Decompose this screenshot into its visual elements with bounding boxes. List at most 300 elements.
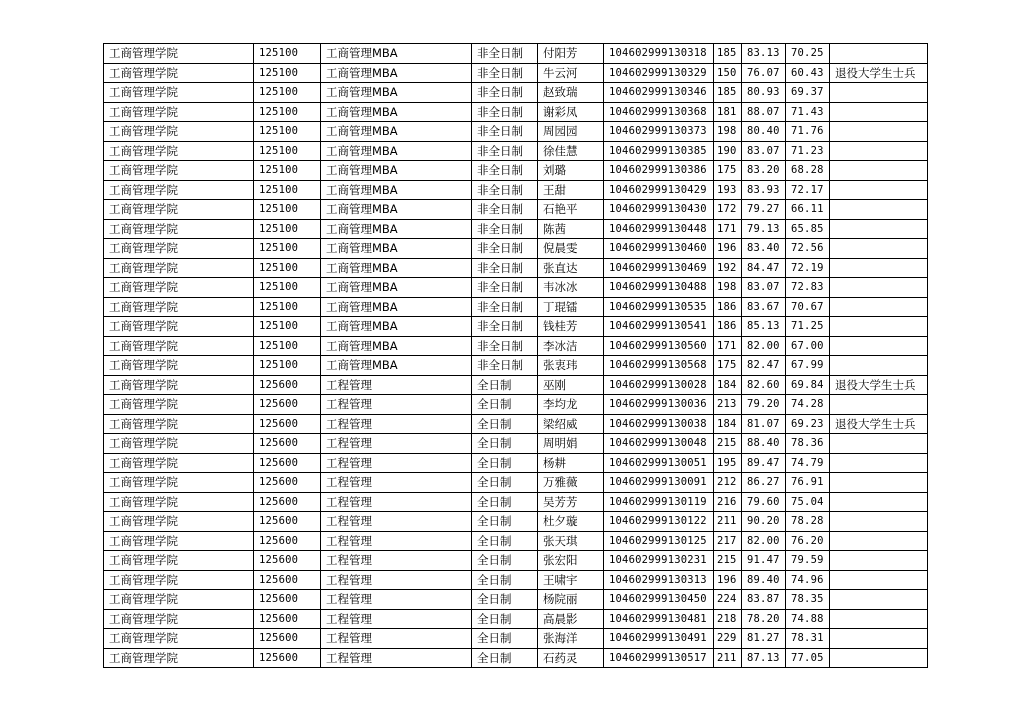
college-cell: 工商管理学院: [104, 570, 254, 590]
total-score-cell: 76.91: [786, 473, 830, 493]
college-cell: 工商管理学院: [104, 395, 254, 415]
student-name-cell: 石艳平: [538, 200, 604, 220]
student-name-cell: 杜夕璇: [538, 512, 604, 532]
interview-score-cell: 85.13: [742, 317, 786, 337]
interview-score-cell: 78.20: [742, 609, 786, 629]
student-name-cell: 徐佳慧: [538, 141, 604, 161]
initial-score-cell: 175: [714, 161, 742, 181]
remark-cell: [830, 44, 928, 64]
major-code-cell: 125100: [254, 278, 321, 298]
remark-cell: [830, 336, 928, 356]
major-name-cell: 工商管理MBA: [321, 239, 472, 259]
major-code-cell: 125600: [254, 512, 321, 532]
total-score-cell: 78.35: [786, 590, 830, 610]
table-row: [104, 531, 928, 551]
major-code-cell: 125600: [254, 453, 321, 473]
remark-cell: [830, 512, 928, 532]
initial-score-cell: 211: [714, 512, 742, 532]
study-mode-cell: 非全日制: [472, 258, 538, 278]
remark-cell: [830, 434, 928, 454]
total-score-cell: 78.36: [786, 434, 830, 454]
exam-id-cell: 104602999130122: [604, 512, 714, 532]
study-mode-cell: 全日制: [472, 492, 538, 512]
interview-score-cell: 81.27: [742, 629, 786, 649]
exam-id-cell: 104602999130036: [604, 395, 714, 415]
interview-score-cell: 91.47: [742, 551, 786, 571]
major-name-cell: 工商管理MBA: [321, 63, 472, 83]
exam-id-cell: 104602999130231: [604, 551, 714, 571]
table-row: [104, 161, 928, 181]
exam-id-cell: 104602999130119: [604, 492, 714, 512]
remark-cell: [830, 473, 928, 493]
major-name-cell: 工商管理MBA: [321, 141, 472, 161]
initial-score-cell: 184: [714, 375, 742, 395]
remark-cell: [830, 219, 928, 239]
initial-score-cell: 171: [714, 219, 742, 239]
major-code-cell: 125100: [254, 102, 321, 122]
study-mode-cell: 全日制: [472, 414, 538, 434]
interview-score-cell: 89.47: [742, 453, 786, 473]
table-row: [104, 414, 928, 434]
exam-id-cell: 104602999130430: [604, 200, 714, 220]
college-cell: 工商管理学院: [104, 629, 254, 649]
initial-score-cell: 213: [714, 395, 742, 415]
table-row: [104, 44, 928, 64]
remark-cell: [830, 122, 928, 142]
major-name-cell: 工商管理MBA: [321, 297, 472, 317]
college-cell: 工商管理学院: [104, 512, 254, 532]
major-name-cell: 工程管理: [321, 375, 472, 395]
interview-score-cell: 79.27: [742, 200, 786, 220]
table-row: [104, 102, 928, 122]
exam-id-cell: 104602999130125: [604, 531, 714, 551]
major-code-cell: 125600: [254, 570, 321, 590]
exam-id-cell: 104602999130038: [604, 414, 714, 434]
major-code-cell: 125100: [254, 122, 321, 142]
total-score-cell: 60.43: [786, 63, 830, 83]
college-cell: 工商管理学院: [104, 317, 254, 337]
major-code-cell: 125600: [254, 629, 321, 649]
initial-score-cell: 196: [714, 570, 742, 590]
major-name-cell: 工商管理MBA: [321, 161, 472, 181]
exam-id-cell: 104602999130491: [604, 629, 714, 649]
student-name-cell: 梁绍威: [538, 414, 604, 434]
interview-score-cell: 82.60: [742, 375, 786, 395]
student-name-cell: 付阳芳: [538, 44, 604, 64]
major-name-cell: 工商管理MBA: [321, 317, 472, 337]
remark-cell: [830, 609, 928, 629]
study-mode-cell: 全日制: [472, 551, 538, 571]
interview-score-cell: 86.27: [742, 473, 786, 493]
initial-score-cell: 175: [714, 356, 742, 376]
remark-cell: [830, 551, 928, 571]
major-code-cell: 125600: [254, 648, 321, 668]
major-code-cell: 125100: [254, 258, 321, 278]
total-score-cell: 71.43: [786, 102, 830, 122]
remark-cell: [830, 395, 928, 415]
initial-score-cell: 195: [714, 453, 742, 473]
study-mode-cell: 非全日制: [472, 63, 538, 83]
remark-cell: [830, 200, 928, 220]
interview-score-cell: 76.07: [742, 63, 786, 83]
study-mode-cell: 非全日制: [472, 83, 538, 103]
student-name-cell: 赵致瑞: [538, 83, 604, 103]
college-cell: 工商管理学院: [104, 473, 254, 493]
exam-id-cell: 104602999130346: [604, 83, 714, 103]
college-cell: 工商管理学院: [104, 122, 254, 142]
total-score-cell: 75.04: [786, 492, 830, 512]
initial-score-cell: 196: [714, 239, 742, 259]
initial-score-cell: 186: [714, 317, 742, 337]
study-mode-cell: 非全日制: [472, 336, 538, 356]
total-score-cell: 69.84: [786, 375, 830, 395]
initial-score-cell: 218: [714, 609, 742, 629]
table-row: [104, 336, 928, 356]
interview-score-cell: 88.40: [742, 434, 786, 454]
remark-cell: [830, 356, 928, 376]
college-cell: 工商管理学院: [104, 648, 254, 668]
study-mode-cell: 全日制: [472, 648, 538, 668]
college-cell: 工商管理学院: [104, 102, 254, 122]
college-cell: 工商管理学院: [104, 434, 254, 454]
college-cell: 工商管理学院: [104, 83, 254, 103]
exam-id-cell: 104602999130318: [604, 44, 714, 64]
major-name-cell: 工商管理MBA: [321, 258, 472, 278]
table-row: [104, 297, 928, 317]
exam-id-cell: 104602999130560: [604, 336, 714, 356]
table-row: [104, 375, 928, 395]
major-name-cell: 工程管理: [321, 414, 472, 434]
initial-score-cell: 217: [714, 531, 742, 551]
table-row: [104, 570, 928, 590]
major-code-cell: 125100: [254, 83, 321, 103]
exam-id-cell: 104602999130313: [604, 570, 714, 590]
student-name-cell: 杨院丽: [538, 590, 604, 610]
college-cell: 工商管理学院: [104, 44, 254, 64]
total-score-cell: 65.85: [786, 219, 830, 239]
college-cell: 工商管理学院: [104, 219, 254, 239]
remark-cell: [830, 239, 928, 259]
major-name-cell: 工程管理: [321, 512, 472, 532]
total-score-cell: 78.31: [786, 629, 830, 649]
major-name-cell: 工商管理MBA: [321, 83, 472, 103]
student-name-cell: 钱桂芳: [538, 317, 604, 337]
table-row: [104, 590, 928, 610]
study-mode-cell: 非全日制: [472, 278, 538, 298]
study-mode-cell: 非全日制: [472, 141, 538, 161]
student-name-cell: 杨耕: [538, 453, 604, 473]
table-row: [104, 122, 928, 142]
major-name-cell: 工程管理: [321, 453, 472, 473]
major-name-cell: 工程管理: [321, 551, 472, 571]
total-score-cell: 72.19: [786, 258, 830, 278]
initial-score-cell: 198: [714, 122, 742, 142]
total-score-cell: 72.17: [786, 180, 830, 200]
major-name-cell: 工程管理: [321, 590, 472, 610]
initial-score-cell: 212: [714, 473, 742, 493]
major-name-cell: 工程管理: [321, 492, 472, 512]
student-name-cell: 高晨影: [538, 609, 604, 629]
table-row: [104, 219, 928, 239]
total-score-cell: 74.96: [786, 570, 830, 590]
total-score-cell: 71.23: [786, 141, 830, 161]
remark-cell: [830, 629, 928, 649]
study-mode-cell: 全日制: [472, 434, 538, 454]
total-score-cell: 66.11: [786, 200, 830, 220]
major-name-cell: 工程管理: [321, 629, 472, 649]
college-cell: 工商管理学院: [104, 609, 254, 629]
major-code-cell: 125100: [254, 356, 321, 376]
major-code-cell: 125600: [254, 492, 321, 512]
student-name-cell: 张海洋: [538, 629, 604, 649]
exam-id-cell: 104602999130517: [604, 648, 714, 668]
study-mode-cell: 非全日制: [472, 356, 538, 376]
interview-score-cell: 83.07: [742, 278, 786, 298]
student-name-cell: 张衷玮: [538, 356, 604, 376]
college-cell: 工商管理学院: [104, 551, 254, 571]
exam-id-cell: 104602999130091: [604, 473, 714, 493]
major-code-cell: 125100: [254, 180, 321, 200]
major-code-cell: 125100: [254, 63, 321, 83]
exam-id-cell: 104602999130448: [604, 219, 714, 239]
table-row: [104, 356, 928, 376]
college-cell: 工商管理学院: [104, 356, 254, 376]
study-mode-cell: 非全日制: [472, 239, 538, 259]
major-code-cell: 125600: [254, 590, 321, 610]
major-name-cell: 工商管理MBA: [321, 219, 472, 239]
study-mode-cell: 非全日制: [472, 161, 538, 181]
interview-score-cell: 90.20: [742, 512, 786, 532]
major-code-cell: 125100: [254, 336, 321, 356]
initial-score-cell: 216: [714, 492, 742, 512]
remark-cell: [830, 453, 928, 473]
table-row: [104, 83, 928, 103]
remark-cell: 退役大学生士兵: [830, 63, 928, 83]
interview-score-cell: 88.07: [742, 102, 786, 122]
major-code-cell: 125100: [254, 44, 321, 64]
student-name-cell: 丁琨镭: [538, 297, 604, 317]
total-score-cell: 71.25: [786, 317, 830, 337]
student-name-cell: 王甜: [538, 180, 604, 200]
college-cell: 工商管理学院: [104, 239, 254, 259]
remark-cell: [830, 648, 928, 668]
student-name-cell: 周明娟: [538, 434, 604, 454]
remark-cell: 退役大学生士兵: [830, 375, 928, 395]
total-score-cell: 72.56: [786, 239, 830, 259]
major-name-cell: 工程管理: [321, 434, 472, 454]
study-mode-cell: 非全日制: [472, 200, 538, 220]
major-name-cell: 工商管理MBA: [321, 122, 472, 142]
total-score-cell: 71.76: [786, 122, 830, 142]
major-code-cell: 125600: [254, 414, 321, 434]
college-cell: 工商管理学院: [104, 531, 254, 551]
initial-score-cell: 215: [714, 551, 742, 571]
college-cell: 工商管理学院: [104, 161, 254, 181]
student-name-cell: 张直达: [538, 258, 604, 278]
student-name-cell: 张宏阳: [538, 551, 604, 571]
exam-id-cell: 104602999130488: [604, 278, 714, 298]
interview-score-cell: 83.93: [742, 180, 786, 200]
interview-score-cell: 81.07: [742, 414, 786, 434]
major-code-cell: 125100: [254, 219, 321, 239]
table-row: [104, 63, 928, 83]
study-mode-cell: 全日制: [472, 609, 538, 629]
interview-score-cell: 79.20: [742, 395, 786, 415]
total-score-cell: 78.28: [786, 512, 830, 532]
initial-score-cell: 190: [714, 141, 742, 161]
interview-score-cell: 79.13: [742, 219, 786, 239]
study-mode-cell: 非全日制: [472, 219, 538, 239]
exam-id-cell: 104602999130329: [604, 63, 714, 83]
student-name-cell: 韦冰冰: [538, 278, 604, 298]
student-name-cell: 李均龙: [538, 395, 604, 415]
student-name-cell: 陈茜: [538, 219, 604, 239]
major-name-cell: 工商管理MBA: [321, 336, 472, 356]
major-code-cell: 125600: [254, 395, 321, 415]
total-score-cell: 74.88: [786, 609, 830, 629]
exam-id-cell: 104602999130481: [604, 609, 714, 629]
interview-score-cell: 84.47: [742, 258, 786, 278]
student-name-cell: 周园园: [538, 122, 604, 142]
major-name-cell: 工商管理MBA: [321, 356, 472, 376]
study-mode-cell: 非全日制: [472, 297, 538, 317]
exam-id-cell: 104602999130385: [604, 141, 714, 161]
major-name-cell: 工商管理MBA: [321, 278, 472, 298]
interview-score-cell: 80.40: [742, 122, 786, 142]
remark-cell: [830, 531, 928, 551]
table-row: [104, 180, 928, 200]
interview-score-cell: 83.13: [742, 44, 786, 64]
college-cell: 工商管理学院: [104, 200, 254, 220]
major-code-cell: 125100: [254, 200, 321, 220]
remark-cell: [830, 141, 928, 161]
college-cell: 工商管理学院: [104, 336, 254, 356]
major-code-cell: 125600: [254, 551, 321, 571]
total-score-cell: 77.05: [786, 648, 830, 668]
table-row: [104, 512, 928, 532]
major-code-cell: 125600: [254, 609, 321, 629]
major-code-cell: 125100: [254, 239, 321, 259]
major-code-cell: 125600: [254, 434, 321, 454]
remark-cell: [830, 297, 928, 317]
total-score-cell: 79.59: [786, 551, 830, 571]
remark-cell: [830, 590, 928, 610]
study-mode-cell: 全日制: [472, 570, 538, 590]
exam-id-cell: 104602999130568: [604, 356, 714, 376]
student-name-cell: 石药灵: [538, 648, 604, 668]
remark-cell: [830, 492, 928, 512]
initial-score-cell: 150: [714, 63, 742, 83]
student-name-cell: 谢彩凤: [538, 102, 604, 122]
initial-score-cell: 172: [714, 200, 742, 220]
remark-cell: [830, 102, 928, 122]
table-row: [104, 629, 928, 649]
table-row: [104, 278, 928, 298]
table-row: [104, 551, 928, 571]
study-mode-cell: 全日制: [472, 590, 538, 610]
interview-score-cell: 80.93: [742, 83, 786, 103]
college-cell: 工商管理学院: [104, 297, 254, 317]
total-score-cell: 74.79: [786, 453, 830, 473]
interview-score-cell: 83.07: [742, 141, 786, 161]
major-code-cell: 125600: [254, 473, 321, 493]
total-score-cell: 69.23: [786, 414, 830, 434]
student-name-cell: 万雅薇: [538, 473, 604, 493]
study-mode-cell: 非全日制: [472, 180, 538, 200]
initial-score-cell: 224: [714, 590, 742, 610]
college-cell: 工商管理学院: [104, 141, 254, 161]
total-score-cell: 68.28: [786, 161, 830, 181]
table-row: [104, 609, 928, 629]
initial-score-cell: 192: [714, 258, 742, 278]
student-name-cell: 吴芳芳: [538, 492, 604, 512]
remark-cell: [830, 83, 928, 103]
initial-score-cell: 184: [714, 414, 742, 434]
student-name-cell: 牛云河: [538, 63, 604, 83]
college-cell: 工商管理学院: [104, 414, 254, 434]
college-cell: 工商管理学院: [104, 63, 254, 83]
major-name-cell: 工商管理MBA: [321, 200, 472, 220]
major-name-cell: 工商管理MBA: [321, 102, 472, 122]
study-mode-cell: 全日制: [472, 512, 538, 532]
interview-score-cell: 83.20: [742, 161, 786, 181]
interview-score-cell: 82.00: [742, 336, 786, 356]
exam-id-cell: 104602999130028: [604, 375, 714, 395]
study-mode-cell: 全日制: [472, 473, 538, 493]
study-mode-cell: 全日制: [472, 531, 538, 551]
initial-score-cell: 181: [714, 102, 742, 122]
exam-id-cell: 104602999130469: [604, 258, 714, 278]
study-mode-cell: 非全日制: [472, 122, 538, 142]
study-mode-cell: 全日制: [472, 395, 538, 415]
table-row: [104, 434, 928, 454]
total-score-cell: 67.99: [786, 356, 830, 376]
table-body: [104, 44, 928, 668]
college-cell: 工商管理学院: [104, 278, 254, 298]
table-row: [104, 258, 928, 278]
exam-id-cell: 104602999130450: [604, 590, 714, 610]
major-code-cell: 125600: [254, 531, 321, 551]
student-name-cell: 李冰洁: [538, 336, 604, 356]
student-name-cell: 刘璐: [538, 161, 604, 181]
study-mode-cell: 非全日制: [472, 102, 538, 122]
college-cell: 工商管理学院: [104, 590, 254, 610]
interview-score-cell: 82.00: [742, 531, 786, 551]
major-code-cell: 125600: [254, 375, 321, 395]
major-name-cell: 工程管理: [321, 570, 472, 590]
major-name-cell: 工商管理MBA: [321, 44, 472, 64]
college-cell: 工商管理学院: [104, 258, 254, 278]
total-score-cell: 74.28: [786, 395, 830, 415]
initial-score-cell: 171: [714, 336, 742, 356]
remark-cell: [830, 161, 928, 181]
college-cell: 工商管理学院: [104, 492, 254, 512]
major-name-cell: 工程管理: [321, 609, 472, 629]
total-score-cell: 70.67: [786, 297, 830, 317]
table-row: [104, 200, 928, 220]
table-row: [104, 317, 928, 337]
exam-id-cell: 104602999130460: [604, 239, 714, 259]
major-name-cell: 工程管理: [321, 473, 472, 493]
interview-score-cell: 89.40: [742, 570, 786, 590]
total-score-cell: 76.20: [786, 531, 830, 551]
study-mode-cell: 全日制: [472, 453, 538, 473]
student-name-cell: 张天琪: [538, 531, 604, 551]
table-row: [104, 492, 928, 512]
initial-score-cell: 185: [714, 44, 742, 64]
major-code-cell: 125100: [254, 297, 321, 317]
exam-id-cell: 104602999130535: [604, 297, 714, 317]
